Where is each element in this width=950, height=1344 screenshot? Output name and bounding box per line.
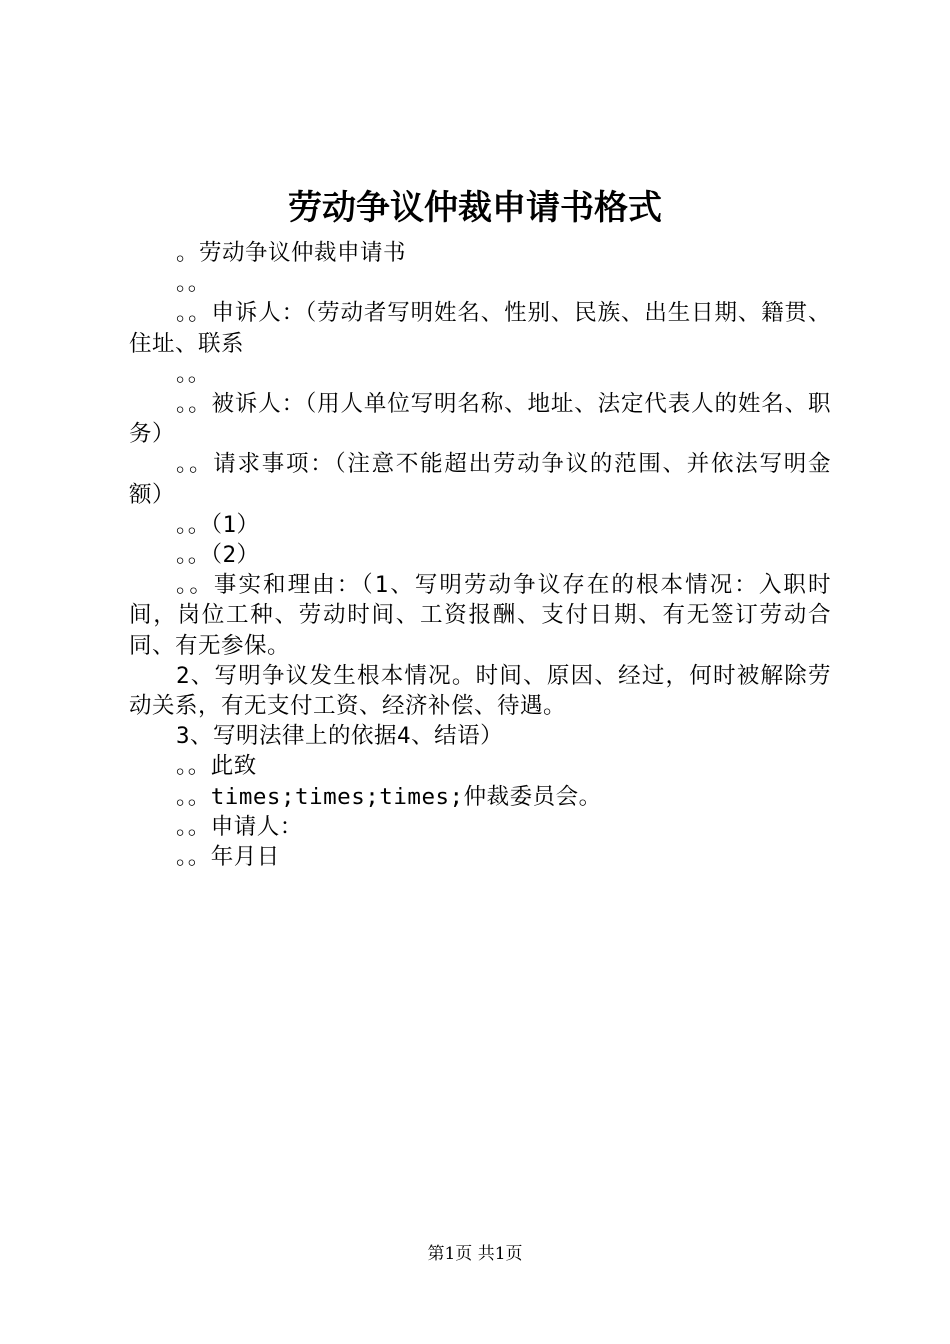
paragraph-facts-reasons: 。。事实和理由：（1、写明劳动争议存在的根本情况：入职时间，岗位工种、劳动时间、工资报酬、支付日期、有无签订劳动合同、有无参保。 xyxy=(129,572,831,659)
document-body xyxy=(129,238,831,872)
paragraph-complainant: 。。申诉人：（劳动者写明姓名、性别、民族、出生日期、籍贯、住址、联系 xyxy=(129,300,831,357)
paragraph: 。。 xyxy=(176,360,211,387)
paragraph-claim-item: 。。（1） xyxy=(176,511,260,538)
paragraph: 。劳动争议仲裁申请书 xyxy=(176,240,407,266)
document-title: 劳动争议仲裁申请书格式 xyxy=(288,188,662,228)
paragraph-date: 。。年月日 xyxy=(176,844,280,871)
paragraph-applicant: 。。申请人： xyxy=(176,813,303,840)
paragraph-salutation: 。。此致 xyxy=(176,753,257,780)
paragraph-claim-item: 。。（2） xyxy=(176,542,260,569)
paragraph-claims: 。。请求事项：（注意不能超出劳动争议的范围、并依法写明金额） xyxy=(129,451,831,508)
paragraph-legal-basis: 3、写明法律上的依据4、结语） xyxy=(176,723,504,750)
paragraph-recipient: 。。times;times;times;仲裁委员会。 xyxy=(176,783,602,810)
paragraph: 。。 xyxy=(176,270,211,297)
page-number-footer: 第1页 共1页 xyxy=(427,1244,523,1264)
paragraph-dispute-circumstances: 2、写明争议发生根本情况。时间、原因、经过，何时被解除劳动关系，有无支付工资、经济补偿、待遇。 xyxy=(129,662,831,720)
paragraph-respondent: 。。被诉人：（用人单位写明名称、地址、法定代表人的姓名、职务） xyxy=(129,391,831,448)
